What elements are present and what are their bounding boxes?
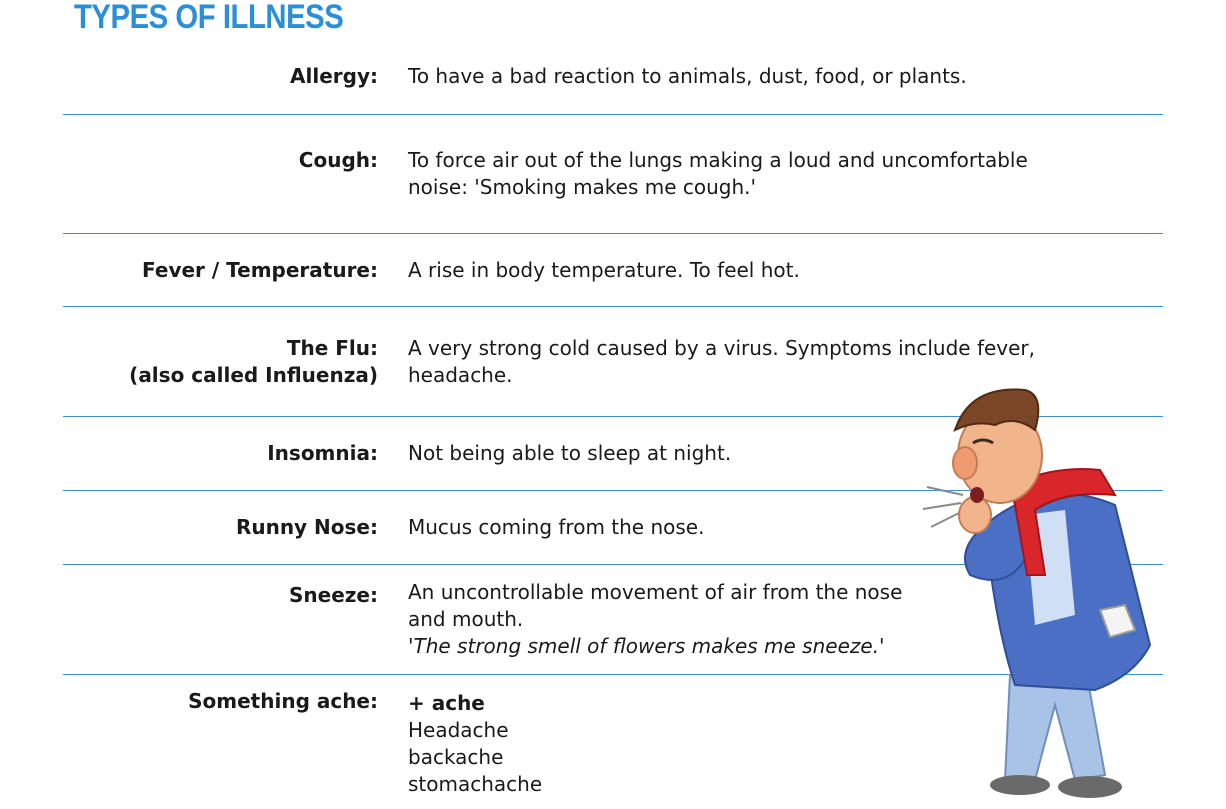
entry-fever xyxy=(63,233,1163,307)
term-insomnia: Insomnia: xyxy=(267,441,378,465)
definition-sneeze: An uncontrollable movement of air from the nose and mouth. 'The strong smell of flowers makes me sneeze.' xyxy=(408,579,1098,660)
term-sneeze: Sneeze: xyxy=(289,583,378,607)
entry-allergy xyxy=(63,60,1163,115)
definition-runny-nose: Mucus coming from the nose. xyxy=(408,515,705,539)
entry-cough xyxy=(63,114,1163,234)
term-runny-nose: Runny Nose: xyxy=(235,515,378,539)
coughing-man-illustration xyxy=(915,375,1165,805)
term-flu: The Flu: (also called Influenza) xyxy=(129,336,378,387)
term-cough: Cough: xyxy=(298,148,378,172)
cough-lines-icon xyxy=(923,487,963,527)
term-fever: Fever / Temperature: xyxy=(142,258,378,282)
definition-insomnia: Not being able to sleep at night. xyxy=(408,441,732,465)
ache-item: backache xyxy=(408,745,504,769)
example-sneeze: 'The strong smell of flowers makes me sneeze.' xyxy=(408,634,885,658)
term-allergy: Allergy: xyxy=(290,64,378,88)
definition-fever: A rise in body temperature. To feel hot. xyxy=(408,258,800,282)
ache-item: Headache xyxy=(408,718,509,742)
term-something-ache: Something ache: xyxy=(188,689,378,713)
ache-item: stomachache xyxy=(408,772,543,796)
page-title: TYPES OF ILLNESS xyxy=(74,0,344,36)
definition-flu: A very strong cold caused by a virus. Symptoms include fever, headache. xyxy=(408,336,1036,387)
definition-allergy: To have a bad reaction to animals, dust, food, or plants. xyxy=(408,64,967,88)
definition-cough: To force air out of the lungs making a loud and uncomfortable noise: 'Smoking makes me cough.' xyxy=(408,148,1028,199)
ache-heading: + ache xyxy=(408,691,485,715)
